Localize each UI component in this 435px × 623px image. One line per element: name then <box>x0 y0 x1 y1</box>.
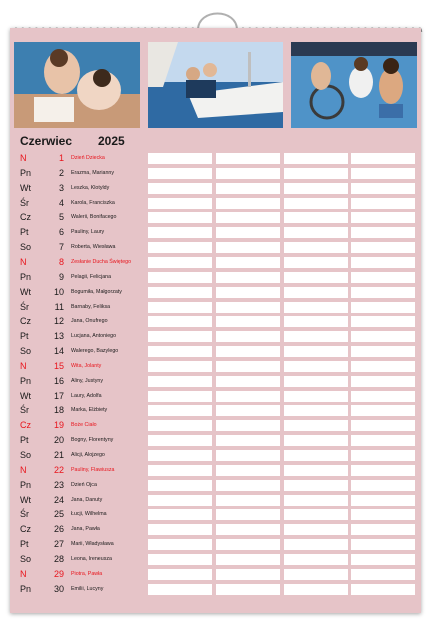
planner-cell[interactable] <box>284 376 348 387</box>
planner-cell[interactable] <box>284 450 348 461</box>
planner-cell[interactable] <box>216 569 280 580</box>
planner-cell[interactable] <box>351 183 415 194</box>
name-day-text: Roberta, Wiesława <box>71 244 116 251</box>
planner-cell[interactable] <box>148 509 212 520</box>
day-number: 25 <box>53 509 64 520</box>
planner-cell[interactable] <box>351 524 415 535</box>
day-of-week-label: Śr <box>20 197 29 208</box>
planner-cell[interactable] <box>216 153 280 164</box>
planner-cell[interactable] <box>216 376 280 387</box>
name-day-text: Erazma, Marianny <box>71 169 114 176</box>
planner-cell[interactable] <box>148 361 212 372</box>
day-row <box>10 403 421 418</box>
day-row <box>10 181 421 196</box>
day-row <box>10 344 421 359</box>
planner-cell[interactable] <box>148 272 212 283</box>
planner-cell[interactable] <box>148 495 212 506</box>
day-row <box>10 151 421 166</box>
day-of-week-label: So <box>20 450 32 460</box>
planner-cell[interactable] <box>351 257 415 268</box>
day-row <box>10 552 421 567</box>
name-day-text: Barnaby, Feliksa <box>71 303 111 310</box>
planner-cell[interactable] <box>351 480 415 491</box>
planner-cell[interactable] <box>284 420 348 431</box>
day-number: 15 <box>53 360 64 371</box>
name-day-text: Dzień Ojca <box>71 481 97 488</box>
day-of-week-label: Wt <box>20 390 31 401</box>
planner-cell[interactable] <box>284 272 348 283</box>
day-row <box>10 433 421 448</box>
planner-cell[interactable] <box>284 435 348 446</box>
planner-cell[interactable] <box>148 212 212 223</box>
name-day-text: Jana, Pawła <box>71 526 100 533</box>
day-of-week-label: Pn <box>20 375 32 386</box>
group-on-sailboat-photo <box>148 42 283 128</box>
name-day-text: Wita, Jolanty <box>71 362 102 369</box>
day-of-week-label: Cz <box>20 316 31 327</box>
planner-cell[interactable] <box>216 420 280 431</box>
planner-cell[interactable] <box>351 346 415 357</box>
day-of-week-label: Pt <box>20 435 29 446</box>
planner-cell[interactable] <box>216 183 280 194</box>
planner-cell[interactable] <box>148 376 212 387</box>
calendar-page <box>10 28 421 613</box>
day-row <box>10 314 421 329</box>
planner-cell[interactable] <box>351 554 415 565</box>
planner-cell[interactable] <box>216 242 280 253</box>
day-of-week-label: Śr <box>20 509 29 520</box>
day-of-week-label: Cz <box>20 420 31 431</box>
planner-cell[interactable] <box>351 405 415 416</box>
name-day-text: Bogny, Florentyny <box>71 437 114 444</box>
planner-cell[interactable] <box>148 584 212 595</box>
day-number: 30 <box>53 583 64 594</box>
day-number: 21 <box>53 450 64 460</box>
name-day-text: Lucjana, Antoniego <box>71 333 117 340</box>
day-number: 22 <box>53 464 64 475</box>
day-of-week-label: Śr <box>20 405 29 416</box>
day-number: 20 <box>53 435 64 446</box>
planner-cell[interactable] <box>284 287 348 298</box>
friends-on-yacht-photo <box>14 42 140 128</box>
planner-cell[interactable] <box>216 287 280 298</box>
day-number: 28 <box>53 553 64 564</box>
day-of-week-label: Wt <box>20 286 31 297</box>
year-title: 2025 <box>98 134 125 148</box>
planner-cell[interactable] <box>148 346 212 357</box>
planner-cell[interactable] <box>284 153 348 164</box>
day-of-week-label: So <box>20 553 32 564</box>
day-row <box>10 567 421 582</box>
planner-cell[interactable] <box>284 198 348 209</box>
day-of-week-label: N <box>20 568 27 579</box>
day-number: 26 <box>53 524 64 535</box>
planner-cell[interactable] <box>148 316 212 327</box>
day-number: 23 <box>53 479 64 490</box>
planner-cell[interactable] <box>216 554 280 565</box>
planner-cell[interactable] <box>284 465 348 476</box>
planner-cell[interactable] <box>351 584 415 595</box>
planner-cell[interactable] <box>216 465 280 476</box>
planner-cell[interactable] <box>148 450 212 461</box>
planner-cell[interactable] <box>351 435 415 446</box>
day-row <box>10 285 421 300</box>
day-of-week-label: Cz <box>20 524 31 535</box>
planner-cell[interactable] <box>148 168 212 179</box>
day-number: 29 <box>53 568 64 579</box>
day-row <box>10 582 421 597</box>
planner-cell[interactable] <box>284 495 348 506</box>
day-number: 14 <box>53 346 64 357</box>
planner-cell[interactable] <box>216 450 280 461</box>
planner-cell[interactable] <box>284 257 348 268</box>
planner-cell[interactable] <box>284 331 348 342</box>
planner-cell[interactable] <box>148 569 212 580</box>
planner-cell[interactable] <box>148 465 212 476</box>
day-of-week-label: Pt <box>20 331 29 342</box>
planner-cell[interactable] <box>284 509 348 520</box>
name-day-text: Karola, Franciszka <box>71 199 115 206</box>
planner-cell[interactable] <box>216 435 280 446</box>
planner-cell[interactable] <box>351 376 415 387</box>
day-of-week-label: So <box>20 242 32 253</box>
planner-cell[interactable] <box>216 524 280 535</box>
planner-cell[interactable] <box>284 168 348 179</box>
day-row <box>10 478 421 493</box>
name-day-text: Walerego, Bazylego <box>71 348 119 355</box>
planner-cell[interactable] <box>284 554 348 565</box>
planner-cell[interactable] <box>284 539 348 550</box>
day-row <box>10 359 421 374</box>
planner-cell[interactable] <box>351 509 415 520</box>
planner-cell[interactable] <box>351 539 415 550</box>
day-of-week-label: Wt <box>20 182 31 193</box>
planner-cell[interactable] <box>216 539 280 550</box>
name-day-text: Aliny, Justyny <box>71 377 103 384</box>
day-of-week-label: Pt <box>20 227 29 238</box>
planner-cell[interactable] <box>284 569 348 580</box>
day-of-week-label: Śr <box>20 301 29 312</box>
planner-cell[interactable] <box>284 480 348 491</box>
day-row <box>10 225 421 240</box>
day-row <box>10 522 421 537</box>
planner-cell[interactable] <box>216 509 280 520</box>
planner-cell[interactable] <box>351 212 415 223</box>
month-title: Czerwiec <box>20 134 73 148</box>
planner-cell[interactable] <box>351 316 415 327</box>
planner-cell[interactable] <box>351 420 415 431</box>
name-day-text: Leszka, Klotyldy <box>71 184 110 191</box>
day-number: 18 <box>53 405 64 416</box>
day-number: 6 <box>58 227 64 238</box>
planner-cell[interactable] <box>216 495 280 506</box>
planner-cell[interactable] <box>148 524 212 535</box>
name-day-text: Piotra, Pawła <box>71 570 103 577</box>
planner-cell[interactable] <box>148 480 212 491</box>
day-number: 5 <box>58 212 64 223</box>
planner-cell[interactable] <box>216 316 280 327</box>
planner-cell[interactable] <box>148 227 212 238</box>
planner-cell[interactable] <box>148 331 212 342</box>
day-row <box>10 166 421 181</box>
name-day-text: Boże Ciało <box>71 422 97 429</box>
planner-cell[interactable] <box>216 391 280 402</box>
planner-cell[interactable] <box>284 227 348 238</box>
planner-cell[interactable] <box>284 242 348 253</box>
name-day-text: Marii, Władysława <box>71 541 114 548</box>
planner-cell[interactable] <box>284 391 348 402</box>
planner-cell[interactable] <box>216 257 280 268</box>
planner-cell[interactable] <box>216 212 280 223</box>
planner-cell[interactable] <box>148 405 212 416</box>
planner-cell[interactable] <box>351 287 415 298</box>
planner-cell[interactable] <box>351 153 415 164</box>
day-number: 27 <box>53 539 64 550</box>
day-of-week-label: N <box>20 153 27 163</box>
planner-cell[interactable] <box>351 465 415 476</box>
planner-cell[interactable] <box>284 302 348 313</box>
day-number: 7 <box>58 242 64 253</box>
planner-cell[interactable] <box>284 183 348 194</box>
name-day-text: Leona, Ireneusza <box>71 555 112 562</box>
day-of-week-label: N <box>20 464 27 475</box>
planner-cell[interactable] <box>284 346 348 357</box>
day-of-week-label: Pn <box>20 479 32 490</box>
planner-cell[interactable] <box>216 584 280 595</box>
day-row <box>10 374 421 389</box>
planner-cell[interactable] <box>351 227 415 238</box>
day-number: 19 <box>53 420 64 431</box>
name-day-text: Laury, Adolfa <box>71 392 102 399</box>
day-number: 13 <box>53 331 64 342</box>
day-of-week-label: Pt <box>20 539 29 550</box>
planner-cell[interactable] <box>284 316 348 327</box>
day-of-week-label: So <box>20 346 32 357</box>
name-day-text: Pauliny, Laury <box>71 229 105 236</box>
planner-cell[interactable] <box>351 331 415 342</box>
day-of-week-label: Wt <box>20 494 31 505</box>
planner-cell[interactable] <box>148 153 212 164</box>
day-of-week-label: Pn <box>20 583 32 594</box>
name-day-text: Pauliny, Flawiusza <box>71 466 115 473</box>
planner-cell[interactable] <box>216 346 280 357</box>
day-of-week-label: N <box>20 256 27 267</box>
day-number: 17 <box>53 390 64 401</box>
name-day-text: Dzień Dziecka <box>71 155 105 161</box>
day-of-week-label: Pn <box>20 271 32 282</box>
day-row <box>10 463 421 478</box>
day-of-week-label: Cz <box>20 212 31 223</box>
planner-cell[interactable] <box>148 257 212 268</box>
planner-cell[interactable] <box>351 391 415 402</box>
name-day-text: Alicji, Alojzego <box>71 452 105 458</box>
day-number: 11 <box>54 301 64 312</box>
day-number: 10 <box>53 286 64 297</box>
planner-cell[interactable] <box>351 168 415 179</box>
day-row <box>10 418 421 433</box>
planner-cell[interactable] <box>351 450 415 461</box>
day-row <box>10 329 421 344</box>
name-day-text: Jana, Danuty <box>71 496 103 503</box>
planner-cell[interactable] <box>351 495 415 506</box>
day-number: 4 <box>58 197 64 208</box>
planner-cell[interactable] <box>216 361 280 372</box>
planner-cell[interactable] <box>284 361 348 372</box>
planner-cell[interactable] <box>148 391 212 402</box>
planner-cell[interactable] <box>148 287 212 298</box>
day-row <box>10 255 421 270</box>
day-number: 16 <box>53 375 64 386</box>
day-row <box>10 507 421 522</box>
day-number: 2 <box>58 167 64 178</box>
day-number: 24 <box>53 494 64 505</box>
day-row <box>10 270 421 285</box>
planner-cell[interactable] <box>148 435 212 446</box>
planner-cell[interactable] <box>148 420 212 431</box>
day-number: 3 <box>58 182 64 193</box>
day-number: 9 <box>58 271 64 282</box>
day-row <box>10 196 421 211</box>
day-row <box>10 448 421 463</box>
name-day-text: Walerii, Bonifacego <box>71 214 117 221</box>
planner-cell[interactable] <box>284 405 348 416</box>
day-row <box>10 493 421 508</box>
day-row <box>10 537 421 552</box>
day-of-week-label: N <box>20 360 27 371</box>
planner-cell[interactable] <box>351 242 415 253</box>
couple-at-helm-photo <box>291 42 417 128</box>
day-row <box>10 210 421 225</box>
day-of-week-label: Pn <box>20 167 32 178</box>
planner-cell[interactable] <box>148 302 212 313</box>
planner-cell[interactable] <box>216 198 280 209</box>
planner-cell[interactable] <box>284 524 348 535</box>
planner-cell[interactable] <box>216 272 280 283</box>
planner-cell[interactable] <box>351 302 415 313</box>
day-number: 1 <box>58 153 64 163</box>
day-row <box>10 240 421 255</box>
planner-cell[interactable] <box>216 168 280 179</box>
planner-cell[interactable] <box>148 198 212 209</box>
planner-cell[interactable] <box>148 539 212 550</box>
day-number: 12 <box>53 316 64 327</box>
planner-cell[interactable] <box>216 480 280 491</box>
name-day-text: Emilii, Lucyny <box>71 585 104 592</box>
planner-cell[interactable] <box>216 227 280 238</box>
name-day-text: Marka, Elżbiety <box>71 407 108 414</box>
planner-cell[interactable] <box>148 242 212 253</box>
planner-cell[interactable] <box>351 361 415 372</box>
planner-cell[interactable] <box>216 302 280 313</box>
name-day-text: Łucji, Wilhelma <box>71 511 107 518</box>
name-day-text: Bogumiła, Małgorzaty <box>71 288 122 295</box>
planner-cell[interactable] <box>351 569 415 580</box>
planner-cell[interactable] <box>148 554 212 565</box>
day-number: 8 <box>58 256 64 267</box>
day-row <box>10 300 421 315</box>
planner-cell[interactable] <box>216 331 280 342</box>
name-day-text: Zesłanie Ducha Świętego <box>71 258 132 265</box>
name-day-text: Pelagii, Felicjana <box>71 273 112 280</box>
day-row <box>10 389 421 404</box>
planner-cell[interactable] <box>284 584 348 595</box>
planner-cell[interactable] <box>216 405 280 416</box>
planner-cell[interactable] <box>148 183 212 194</box>
planner-cell[interactable] <box>284 212 348 223</box>
planner-cell[interactable] <box>351 272 415 283</box>
name-day-text: Jana, Onufrego <box>71 318 108 325</box>
planner-cell[interactable] <box>351 198 415 209</box>
